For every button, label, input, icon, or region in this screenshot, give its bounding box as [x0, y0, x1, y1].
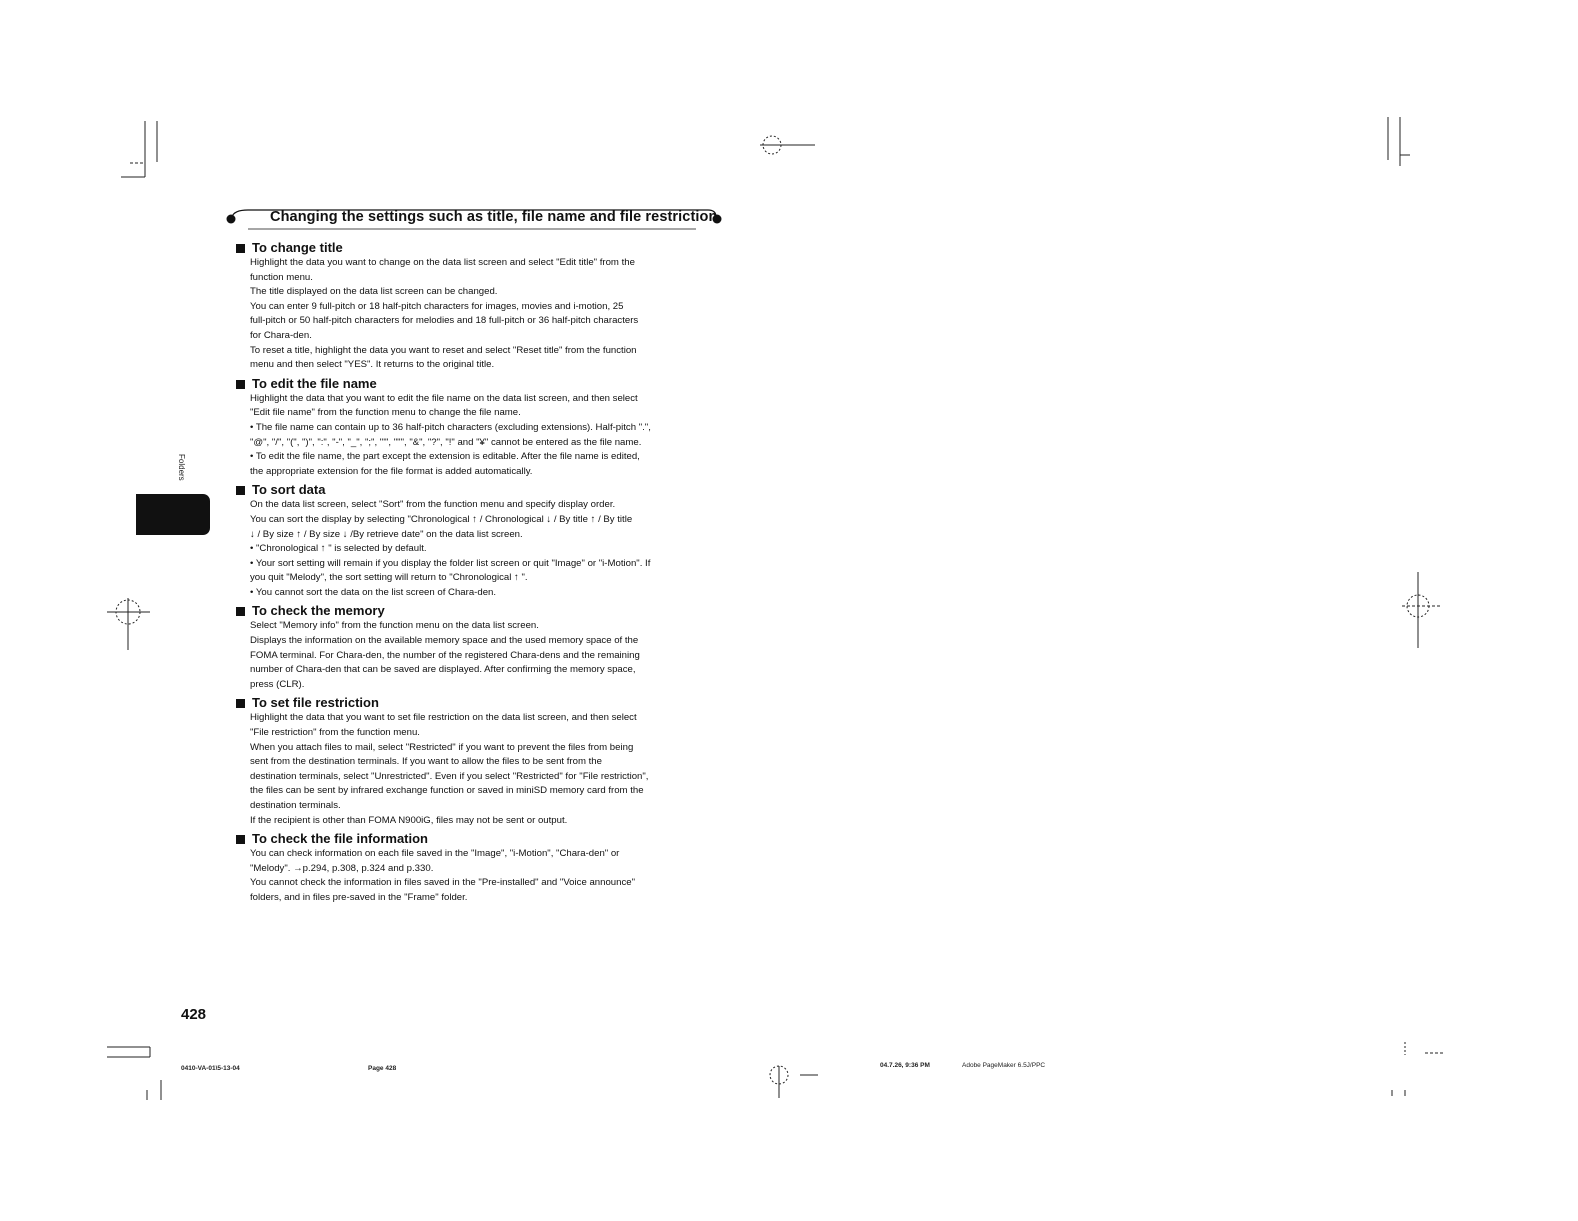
body-line: You can enter 9 full-pitch or 18 half-pitch characters for images, movies and i-motion, 25 [250, 300, 624, 312]
square-bullet-icon [236, 835, 245, 844]
body-line: FOMA terminal. For Chara-den, the number of the registered Chara-dens and the remaining [250, 649, 640, 661]
body-line: • The file name can contain up to 36 half-pitch characters (excluding extensions). Half-pitch ".", [250, 421, 651, 433]
section-heading: To sort data [236, 482, 716, 498]
body-line: sent from the destination terminals. If you want to allow the files to be sent from the [250, 756, 602, 768]
body-line: • "Chronological ↑ " is selected by default. [250, 543, 427, 555]
body-line: You cannot check the information in files saved in the "Pre-installed" and "Voice announce" [250, 877, 635, 889]
body-line: The title displayed on the data list screen can be changed. [250, 286, 498, 298]
body-line: Displays the information on the available memory space and the used memory space of the [250, 635, 639, 647]
section-file-information [236, 831, 716, 905]
section-heading: To check the memory [236, 603, 716, 619]
section-file-restriction [236, 695, 716, 828]
body-line: destination terminals. [250, 800, 341, 811]
body-line: • You cannot sort the data on the list screen of Chara-den. [250, 586, 497, 598]
section-banner [226, 207, 722, 231]
body-line: You can check information on each file saved in the "Image", "i-Motion", "Chara-den" or [250, 848, 620, 860]
section-heading: To check the file information [236, 831, 716, 847]
chapter-label: Folders [177, 454, 186, 481]
body-line: You can sort the display by selecting "Chronological ↑ / Chronological ↓ / By title ↑ / By title [250, 513, 633, 525]
body-line: menu and then select "YES". It returns to the original title. [250, 359, 495, 371]
body-line: • To edit the file name, the part except the extension is editable. After the file name is edited, [250, 451, 640, 463]
bullet-left-icon [227, 215, 236, 224]
body-line: "@", "/", "(", ")", ":", "-", "_", ";", "'", """, "&", "?", "!" and "¥" cannot be entered as the file name. [250, 436, 642, 448]
body-line: function menu. [250, 271, 313, 283]
square-bullet-icon [236, 486, 245, 495]
body-line: "File restriction" from the function menu. [250, 727, 420, 739]
body-line: the files can be sent by infrared exchange function or saved in miniSD memory card from the [250, 785, 644, 797]
section-heading: To change title [236, 240, 716, 256]
body-line: "Edit file name" from the function menu to change the file name. [250, 407, 521, 419]
footer-file-id: 0410-VA-01\5-13-04 [181, 1065, 240, 1072]
body-line: ↓ / By size ↑ / By size ↓ /By retrieve date" on the data list screen. [250, 528, 523, 540]
body-line: Select "Memory info" from the function menu on the data list screen. [250, 620, 539, 632]
section-heading: To set file restriction [236, 695, 716, 711]
square-bullet-icon [236, 380, 245, 389]
body-line: Highlight the data that you want to set file restriction on the data list screen, and then select [250, 712, 637, 724]
page-number: 428 [181, 1006, 207, 1023]
body-line: the appropriate extension for the file format is added automatically. [250, 465, 533, 477]
section-change-title [236, 240, 716, 373]
section-sort-data [236, 482, 716, 600]
footer-date: 04.7.26, 9:36 PM [880, 1062, 930, 1069]
body-line: Highlight the data that you want to edit the file name on the data list screen, and then select [250, 392, 638, 404]
body-line: On the data list screen, select "Sort" from the function menu and specify display order. [250, 499, 616, 511]
footer-page-ref: Page 428 [368, 1065, 397, 1072]
square-bullet-icon [236, 699, 245, 708]
section-edit-file-name [236, 376, 716, 480]
body-line: "Melody". →p.294, p.308, p.324 and p.330. [250, 862, 434, 874]
body-line: When you attach files to mail, select "Restricted" if you want to prevent the files from being [250, 741, 634, 753]
body-line: • Your sort setting will remain if you display the folder list screen or quit "Image" or "i-Motion". If [250, 557, 651, 569]
body-line: folders, and in files pre-saved in the "Frame" folder. [250, 891, 468, 903]
body-line: Highlight the data you want to change on the data list screen and select "Edit title" from the [250, 257, 635, 268]
body-line: destination terminals, select "Unrestricted". Even if you select "Restricted" for "File restriction", [250, 770, 649, 782]
main-content [236, 240, 716, 906]
chapter-tab [136, 494, 210, 535]
square-bullet-icon [236, 244, 245, 253]
section-check-memory [236, 603, 716, 692]
body-line: press (CLR). [250, 678, 305, 690]
body-line: you quit "Melody", the sort setting will return to "Chronological ↑ ". [250, 572, 528, 584]
footer-app: Adobe PageMaker 6.5J/PPC [962, 1062, 1046, 1069]
body-line: To reset a title, highlight the data you want to reset and select "Reset title" from the function [250, 344, 637, 356]
body-line: full-pitch or 50 half-pitch characters for melodies and 18 full-pitch or 36 half-pitch characters [250, 315, 639, 327]
body-line: for Chara-den. [250, 329, 312, 341]
page-title: Changing the settings such as title, file name and file restriction [270, 209, 718, 225]
body-line: number of Chara-den that can be saved are displayed. After confirming the memory space, [250, 664, 636, 676]
section-heading: To edit the file name [236, 376, 716, 392]
square-bullet-icon [236, 607, 245, 616]
body-line: If the recipient is other than FOMA N900iG, files may not be sent or output. [250, 814, 568, 826]
